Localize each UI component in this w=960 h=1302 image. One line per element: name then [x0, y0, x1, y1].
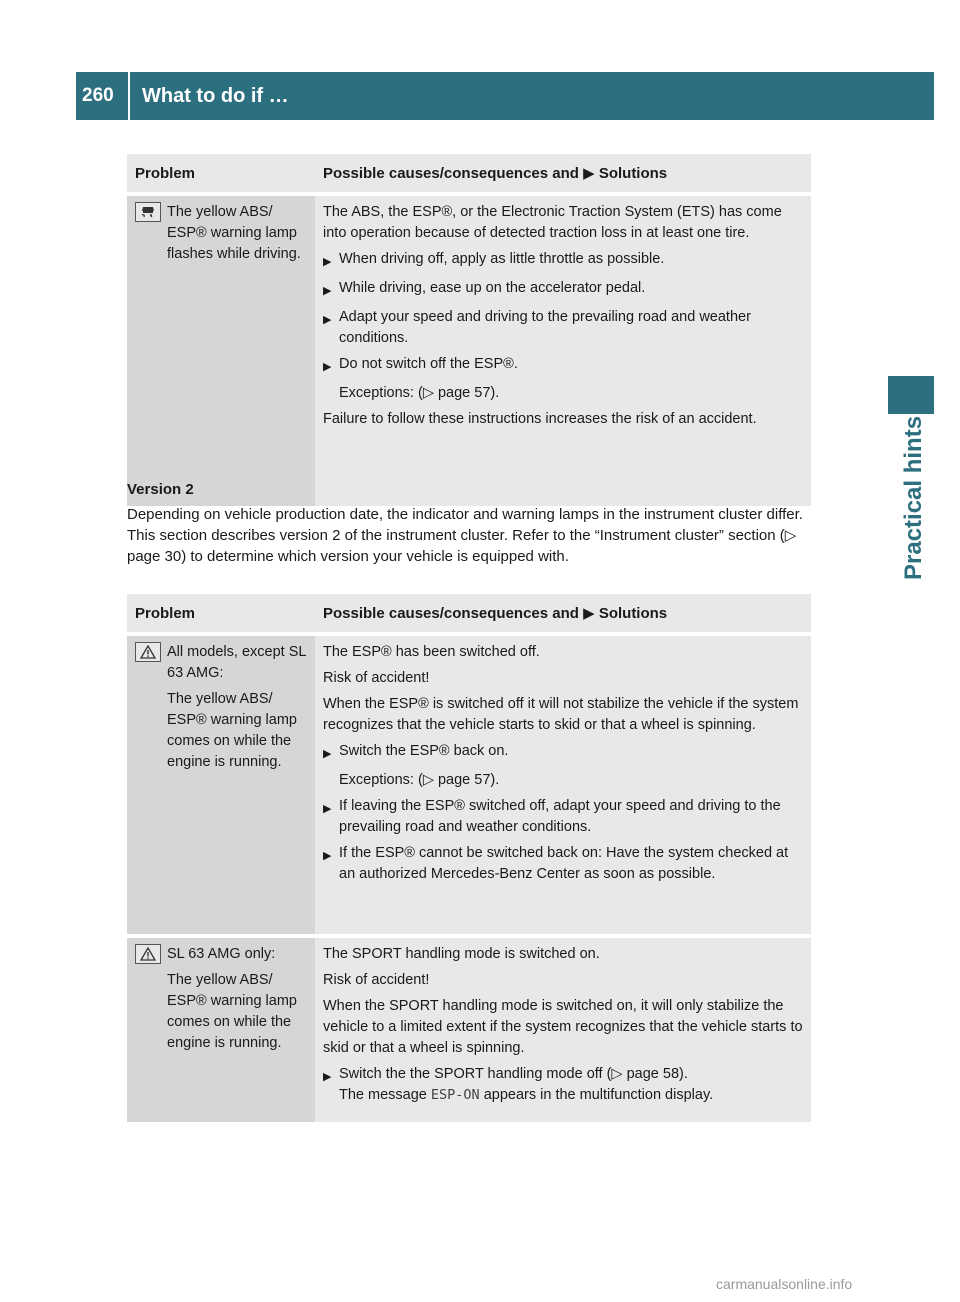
- page-reference: Exceptions: (▷ page 57).: [339, 772, 500, 788]
- column-header-problem: Problem: [127, 594, 315, 634]
- solution-cell: [315, 634, 811, 936]
- step-arrow-icon: ▶: [323, 803, 332, 815]
- solution-step: [323, 796, 803, 838]
- step-text: If leaving the ESP® switched off, adapt your speed and driving to the prevailing road and weather conditions.: [339, 798, 781, 835]
- step-arrow-icon: ▶: [323, 1071, 332, 1083]
- solution-step: [323, 1064, 803, 1106]
- problem-scope: All models, except SL 63 AMG:: [167, 644, 306, 681]
- table-row: [127, 634, 811, 936]
- problem-cell: [127, 936, 315, 1122]
- step-arrow-icon: ▶: [323, 850, 332, 862]
- step-text: If the ESP® cannot be switched back on: Have the system checked at an authorized Mercedes-Benz Center as soon as possible.: [339, 845, 789, 882]
- solution-cell: [315, 936, 811, 1122]
- table-row: [127, 194, 811, 506]
- problem-table-1: [127, 154, 811, 506]
- problem-text: The yellow ABS/ ESP® warning lamp comes on while the engine is running.: [167, 972, 297, 1051]
- side-chapter-label: Practical hints: [900, 415, 927, 580]
- table-header-row: [127, 154, 811, 194]
- solution-step: [323, 741, 803, 765]
- page-number: 260: [82, 85, 114, 106]
- step-arrow-icon: ▶: [323, 361, 332, 373]
- step-arrow-icon: ▶: [323, 314, 332, 326]
- solution-step: [323, 278, 803, 302]
- cause-text: The ESP® has been switched off.: [323, 644, 540, 660]
- column-header-solutions: Possible causes/consequences and ▶ Solutions: [315, 154, 811, 194]
- step-text: When driving off, apply as little throttle as possible.: [339, 251, 665, 267]
- step-arrow-icon: ▶: [323, 285, 332, 297]
- cause-text: The ABS, the ESP®, or the Electronic Traction System (ETS) has come into operation because of detected traction loss in at least one tire.: [323, 204, 782, 241]
- warning-text: Failure to follow these instructions increases the risk of an accident.: [323, 411, 757, 427]
- step-arrow-icon: ▶: [323, 748, 332, 760]
- step-text-line2-end: appears in the multifunction display.: [479, 1087, 714, 1103]
- column-header-problem: Problem: [127, 154, 315, 194]
- step-text-line2: The message: [339, 1087, 431, 1103]
- page-reference: Exceptions: (▷ page 57).: [339, 385, 500, 401]
- step-text-line1: Switch the the SPORT handling mode off (▷ page 58).: [339, 1066, 688, 1082]
- cause-text: The SPORT handling mode is switched on.: [323, 946, 600, 962]
- solution-step: [323, 354, 803, 378]
- table-header-row: [127, 594, 811, 634]
- consequence-text: When the ESP® is switched off it will not stabilize the vehicle if the system recognizes that the vehicle starts to skid or that a wheel is spinning.: [323, 696, 799, 733]
- risk-text: Risk of accident!: [323, 972, 430, 988]
- problem-scope: SL 63 AMG only:: [167, 946, 276, 962]
- esp-off-warning-icon: [135, 944, 161, 964]
- solution-step: [323, 249, 803, 273]
- column-header-solutions: Possible causes/consequences and ▶ Solutions: [315, 594, 811, 634]
- table-row: [127, 936, 811, 1122]
- display-message-code: ESP-ON: [430, 1087, 480, 1103]
- problem-cell: [127, 634, 315, 936]
- step-text: While driving, ease up on the accelerator pedal.: [339, 280, 646, 296]
- problem-text: The yellow ABS/ ESP® warning lamp comes on while the engine is running.: [167, 691, 297, 770]
- side-tab-header: [888, 72, 934, 120]
- solution-step: [323, 307, 803, 349]
- version-description: Depending on vehicle production date, the indicator and warning lamps in the instrument cluster differ. This section describes version 2 of the instrument cluster. Refer to the “Instrument cluster” section (▷ page 30) to determine which version your vehicle is equipped with.: [127, 506, 803, 565]
- problem-cell: [127, 194, 315, 506]
- step-arrow-icon: ▶: [323, 256, 332, 268]
- step-text: Switch the ESP® back on.: [339, 743, 509, 759]
- problem-text: The yellow ABS/ ESP® warning lamp flashes while driving.: [167, 204, 301, 262]
- page-header: [76, 72, 888, 120]
- section-title: What to do if …: [142, 84, 289, 107]
- watermark: carmanualsonline.info: [716, 1276, 853, 1292]
- risk-text: Risk of accident!: [323, 670, 430, 686]
- abs-esp-skid-icon: [135, 202, 161, 222]
- version-heading: Version 2: [127, 481, 194, 498]
- step-text: Do not switch off the ESP®.: [339, 356, 518, 372]
- consequence-text: When the SPORT handling mode is switched on, it will only stabilize the vehicle to a limited extent if the system recognizes that the vehicle starts to skid or that a wheel is spinning.: [323, 998, 803, 1056]
- step-text: Adapt your speed and driving to the prevailing road and weather conditions.: [339, 309, 751, 346]
- esp-off-warning-icon: [135, 642, 161, 662]
- problem-table-2: [127, 594, 811, 1122]
- solution-cell: [315, 194, 811, 506]
- version-section: [127, 479, 813, 567]
- step-text: [339, 1064, 713, 1106]
- side-tab-marker: [888, 376, 934, 414]
- solution-step: [323, 843, 803, 885]
